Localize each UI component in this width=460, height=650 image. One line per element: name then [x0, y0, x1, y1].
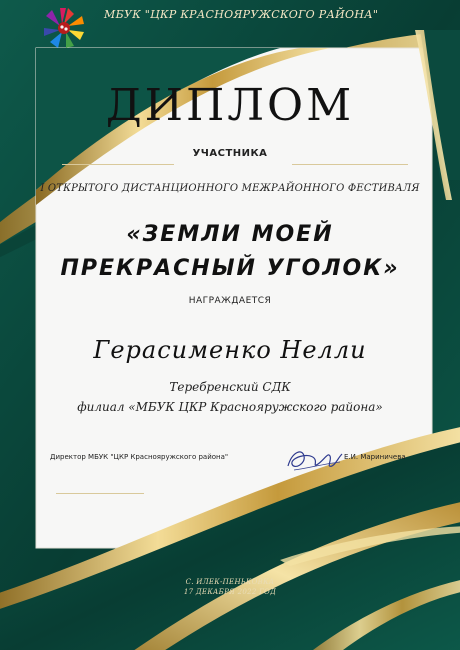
recipient-organization: Теребренский СДК [169, 380, 291, 394]
divider-left [62, 164, 174, 165]
recipient-organization-branch: филиал «МБУК ЦКР Краснояружского района» [77, 400, 383, 414]
signer-name: Е.И. Мариничева [344, 453, 406, 461]
certificate-subtitle: УЧАСТНИКА [192, 148, 268, 159]
flower-logo-icon [40, 4, 88, 52]
certificate-title: ДИПЛОМ [105, 80, 355, 131]
certificate-date: 17 ДЕКАБРЯ 2022 ГОД [183, 588, 277, 596]
awarded-label: НАГРАЖДАЕТСЯ [188, 296, 272, 306]
director-title: Директор МБУК "ЦКР Краснояружского района" [50, 453, 229, 461]
organization-header: МБУК "ЦКР КРАСНОЯРУЖСКОГО РАЙОНА" [104, 8, 379, 21]
festival-name-line2: ПРЕКРАСНЫЙ УГОЛОК» [60, 256, 400, 281]
divider-right [292, 164, 408, 165]
divider-bottom [56, 493, 144, 494]
signature-icon [284, 442, 344, 476]
festival-description: I ОТКРЫТОГО ДИСТАНЦИОННОГО МЕЖРАЙОННОГО ФЕСТИВАЛЯ [40, 183, 420, 194]
recipient-name: Герасименко Нелли [93, 336, 367, 364]
festival-name-line1: «ЗЕМЛИ МОЕЙ [126, 222, 334, 247]
certificate-place: С. ИЛЕК-ПЕНЬКОВКА [185, 578, 275, 586]
